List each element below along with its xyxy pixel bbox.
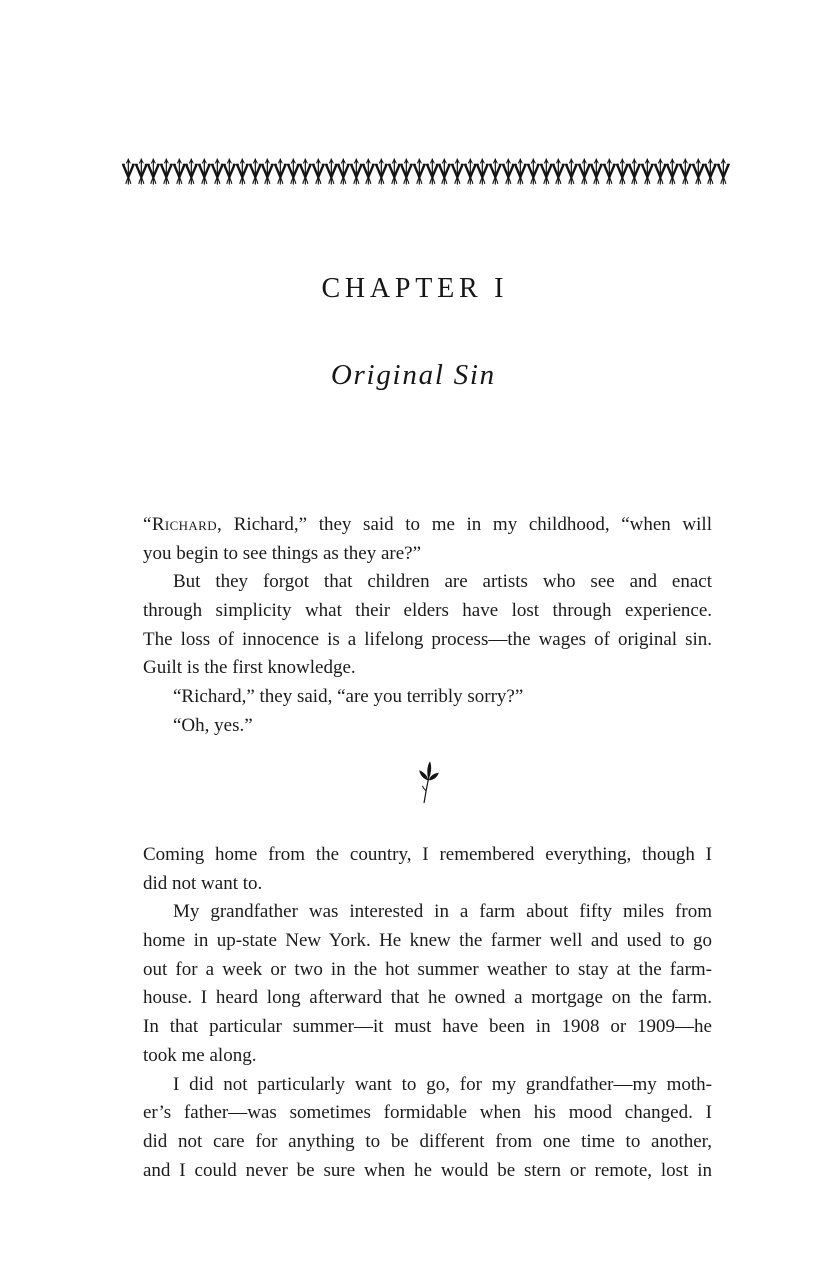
paragraph xyxy=(143,712,712,741)
text-line: Guilt is the first knowledge. xyxy=(143,657,356,679)
text-line: did not want to. xyxy=(143,872,263,894)
section-break xyxy=(143,760,712,808)
text-line: “Richard,” they said, “are you terribly sorry?” xyxy=(173,686,524,708)
text-line: I did not particularly want to go, for my grandfather—my moth- xyxy=(173,1073,712,1095)
paragraph xyxy=(143,683,712,712)
text-line: Coming home from the country, I remembered everything, though I xyxy=(143,844,712,865)
paragraph xyxy=(143,898,712,1070)
text-line: “Oh, yes.” xyxy=(173,714,253,736)
smallcaps-lead: “Richard, xyxy=(143,514,223,535)
body-section-1 xyxy=(143,511,712,741)
text-line: home in up-state New York. He knew the farmer well and used to go xyxy=(143,930,712,952)
leaf-fence-border-icon xyxy=(122,157,730,187)
paragraph xyxy=(143,1071,712,1186)
text-line: er’s father—was sometimes formidable when his mood changed. I xyxy=(143,1102,712,1124)
paragraph xyxy=(143,841,712,898)
body-section-2 xyxy=(143,841,712,1185)
text-line: took me along. xyxy=(143,1044,257,1066)
text-line: My grandfather was interested in a farm about fifty miles from xyxy=(173,901,712,923)
text-line: house. I heard long afterward that he owned a mortgage on the farm. xyxy=(143,987,712,1009)
paragraph xyxy=(143,568,712,683)
text-line: out for a week or two in the hot summer weather to stay at the farm- xyxy=(143,958,712,980)
text-line: In that particular summer—it must have been in 1908 or 1909—he xyxy=(143,1016,712,1038)
text-line: and I could never be sure when he would be stern or remote, lost in xyxy=(143,1159,712,1181)
text-line: “Richard, Richard,” they said to me in my childhood, “when will xyxy=(143,514,712,535)
text-line: did not care for anything to be different from one time to another, xyxy=(143,1130,712,1152)
text-line: But they forgot that children are artists who see and enact xyxy=(173,571,712,593)
chapter-title: Original Sin xyxy=(330,359,496,391)
chapter-heading: CHAPTER I xyxy=(321,273,509,304)
leaf-sprig-icon xyxy=(413,759,443,810)
paragraph xyxy=(143,511,712,568)
text-line: The loss of innocence is a lifelong process—the wages of original sin. xyxy=(143,628,712,650)
text-line: you begin to see things as they are?” xyxy=(143,542,422,564)
text-line: through simplicity what their elders have lost through experience. xyxy=(143,600,712,622)
